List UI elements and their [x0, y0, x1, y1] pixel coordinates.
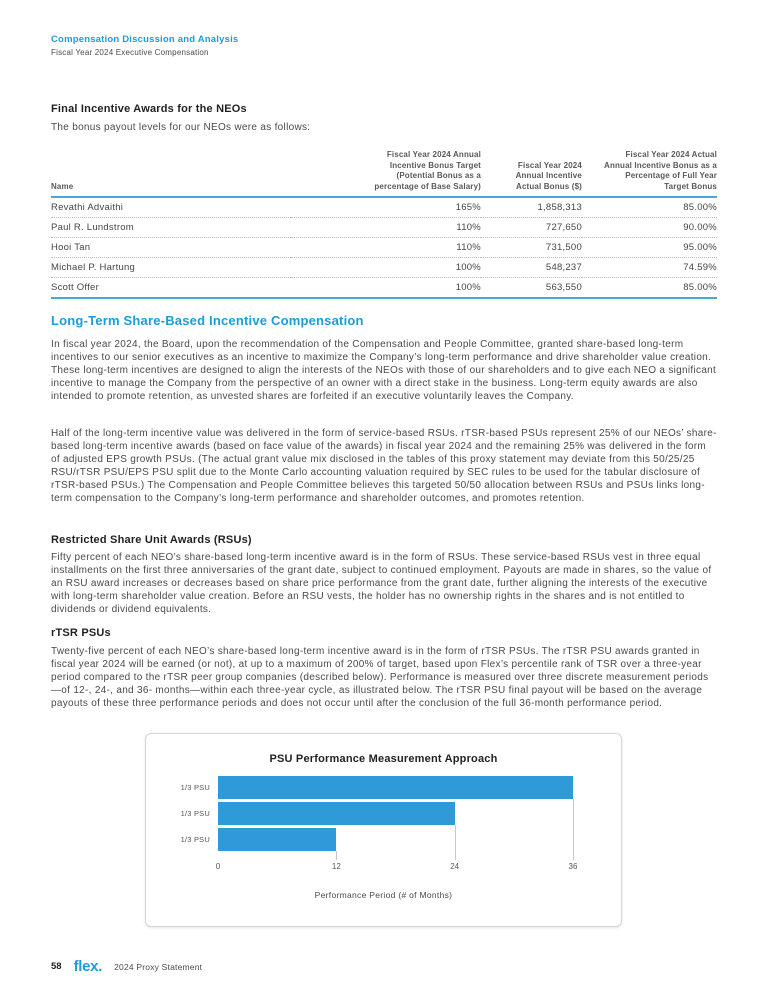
- bar-label: 1/3 PSU: [180, 809, 210, 818]
- column-header-actual-bonus: Fiscal Year 2024 Annual Incentive Actual Bonus ($): [481, 150, 582, 197]
- chart-x-axis-label: Performance Period (# of Months): [314, 890, 453, 900]
- performance-period-bar: [218, 828, 336, 851]
- table-row: [51, 238, 717, 258]
- final-incentive-intro: The bonus payout levels for our NEOs were as follows:: [51, 122, 311, 133]
- running-header-section: Compensation Discussion and Analysis: [51, 34, 239, 45]
- neo-name: Hooi Tan: [51, 238, 291, 258]
- running-header: [51, 34, 238, 57]
- neo-name: Michael P. Hartung: [51, 258, 291, 278]
- x-tick-label: 36: [568, 862, 578, 871]
- flex-logo: flex.: [73, 958, 103, 975]
- page-number: 58: [51, 961, 62, 972]
- pct-of-target: 74.59%: [582, 258, 717, 278]
- rtsr-paragraph: Twenty-five percent of each NEO’s share-based long-term incentive award is in the form of rTSR PSUs. The rTSR PSU awards granted in fiscal year 2024 will be earned (or not), at up to a maximum of 200% of target, based upon Flex’s percentile rank of TSR over a three-year period compared to the rTSR peer group companies (described below). Performance is measured over three discrete measurement periods—of 12-, 24-, and 36- months—within each three-year cycle, as illustrated below. The rTSR PSU final payout will be based on the average payouts of these three performance periods and does not occur until after the conclusion of the full 36-month performance period.: [51, 646, 709, 709]
- rtsr-heading: rTSR PSUs: [51, 627, 111, 639]
- column-header-name: Name: [51, 150, 291, 197]
- long-term-section-heading: Long-Term Share-Based Incentive Compensation: [51, 313, 364, 328]
- drop-line: [336, 851, 337, 860]
- drop-line: [573, 799, 574, 860]
- neo-name: Paul R. Lundstrom: [51, 218, 291, 238]
- table-row: [51, 218, 717, 238]
- bonus-target-pct: 100%: [291, 258, 481, 278]
- rsu-paragraph: Fifty percent of each NEO’s share-based long-term incentive award is in the form of RSUs. These service-based RSUs vest in three equal installments on the first three anniversaries of the grant date, subject to continued employment. Payouts are made in shares, so the value of an RSU award increases or decreases based on share price performance from the grant date, further aligning the interests of the executive with long-term shareholder value creation. Before an RSU vests, the holder has no ownership rights in the shares and is not entitled to dividends or dividend equivalents.: [51, 552, 712, 615]
- drop-line: [455, 825, 456, 860]
- bonus-target-pct: 110%: [291, 218, 481, 238]
- table-row: [51, 278, 717, 299]
- neo-name: Revathi Advaithi: [51, 197, 291, 218]
- page-footer: [51, 958, 202, 975]
- bonus-target-pct: 110%: [291, 238, 481, 258]
- actual-bonus: 731,500: [481, 238, 582, 258]
- rsu-heading: Restricted Share Unit Awards (RSUs): [51, 534, 252, 546]
- pct-of-target: 95.00%: [582, 238, 717, 258]
- table-row: [51, 197, 717, 218]
- long-term-paragraph-1: In fiscal year 2024, the Board, upon the recommendation of the Compensation and People Committee, granted share-based long-term incentives to our senior executives as an incentive to maximize the Company’s long-term performance and drive shareholder value creation. These long-term incentives are designed to align the interests of the NEOs with those of our shareholders and to give each NEO a significant incentive to manage the Company from the perspective of an owner with a direct stake in the business. Long-term equity awards are also intended to promote retention, as unvested shares are forfeited if an executive voluntarily leaves the Company.: [51, 339, 717, 402]
- performance-period-bar: [218, 802, 455, 825]
- bar-label: 1/3 PSU: [180, 783, 210, 792]
- bar-label: 1/3 PSU: [180, 835, 210, 844]
- neo-name: Scott Offer: [51, 278, 291, 299]
- psu-chart-card: [145, 733, 622, 927]
- column-header-pct-of-target: Fiscal Year 2024 Actual Annual Incentive Bonus as a Percentage of Full Year Target Bonus: [582, 150, 717, 197]
- actual-bonus: 1,858,313: [481, 197, 582, 218]
- actual-bonus: 563,550: [481, 278, 582, 299]
- performance-period-bar: [218, 776, 573, 799]
- actual-bonus: 548,237: [481, 258, 582, 278]
- chart-title: PSU Performance Measurement Approach: [269, 753, 498, 765]
- bonus-target-pct: 100%: [291, 278, 481, 299]
- bonus-target-pct: 165%: [291, 197, 481, 218]
- running-header-subsection: Fiscal Year 2024 Executive Compensation: [51, 48, 209, 57]
- x-tick-label: 24: [450, 862, 460, 871]
- pct-of-target: 90.00%: [582, 218, 717, 238]
- x-tick-label: 0: [215, 862, 221, 871]
- footer-text: 2024 Proxy Statement: [114, 961, 203, 972]
- pct-of-target: 85.00%: [582, 278, 717, 299]
- table-row: [51, 258, 717, 278]
- actual-bonus: 727,650: [481, 218, 582, 238]
- long-term-paragraph-2: Half of the long-term incentive value was delivered in the form of service-based RSUs. rTSR-based PSUs represent 25% of our NEOs’ share-based long-term incentive awards (based on face value of the awards) in fiscal year 2024 and the remaining 25% was delivered in the form of adjusted EPS growth PSUs. (The actual grant value mix disclosed in the tables of this proxy statement may deviate from this 50/25/25 RSU/rTSR PSU/EPS PSU split due to the Monte Carlo accounting valuation required by SEC rules to be used for the tabular disclosure of rTSR-based PSUs.) The Compensation and People Committee believes this targeted 50/50 allocation between RSUs and PSUs links long-term compensation to the Company’s long-term performance and shareholder outcomes, and promotes retention.: [51, 428, 717, 504]
- final-incentive-heading: Final Incentive Awards for the NEOs: [51, 103, 247, 115]
- x-tick-label: 12: [331, 862, 341, 871]
- neo-bonus-table: [51, 150, 717, 299]
- psu-chart-plot: [180, 776, 578, 872]
- column-header-bonus-target: Fiscal Year 2024 Annual Incentive Bonus Target (Potential Bonus as a percentage of Base Salary): [291, 150, 481, 197]
- table-header-row: [51, 150, 717, 197]
- pct-of-target: 85.00%: [582, 197, 717, 218]
